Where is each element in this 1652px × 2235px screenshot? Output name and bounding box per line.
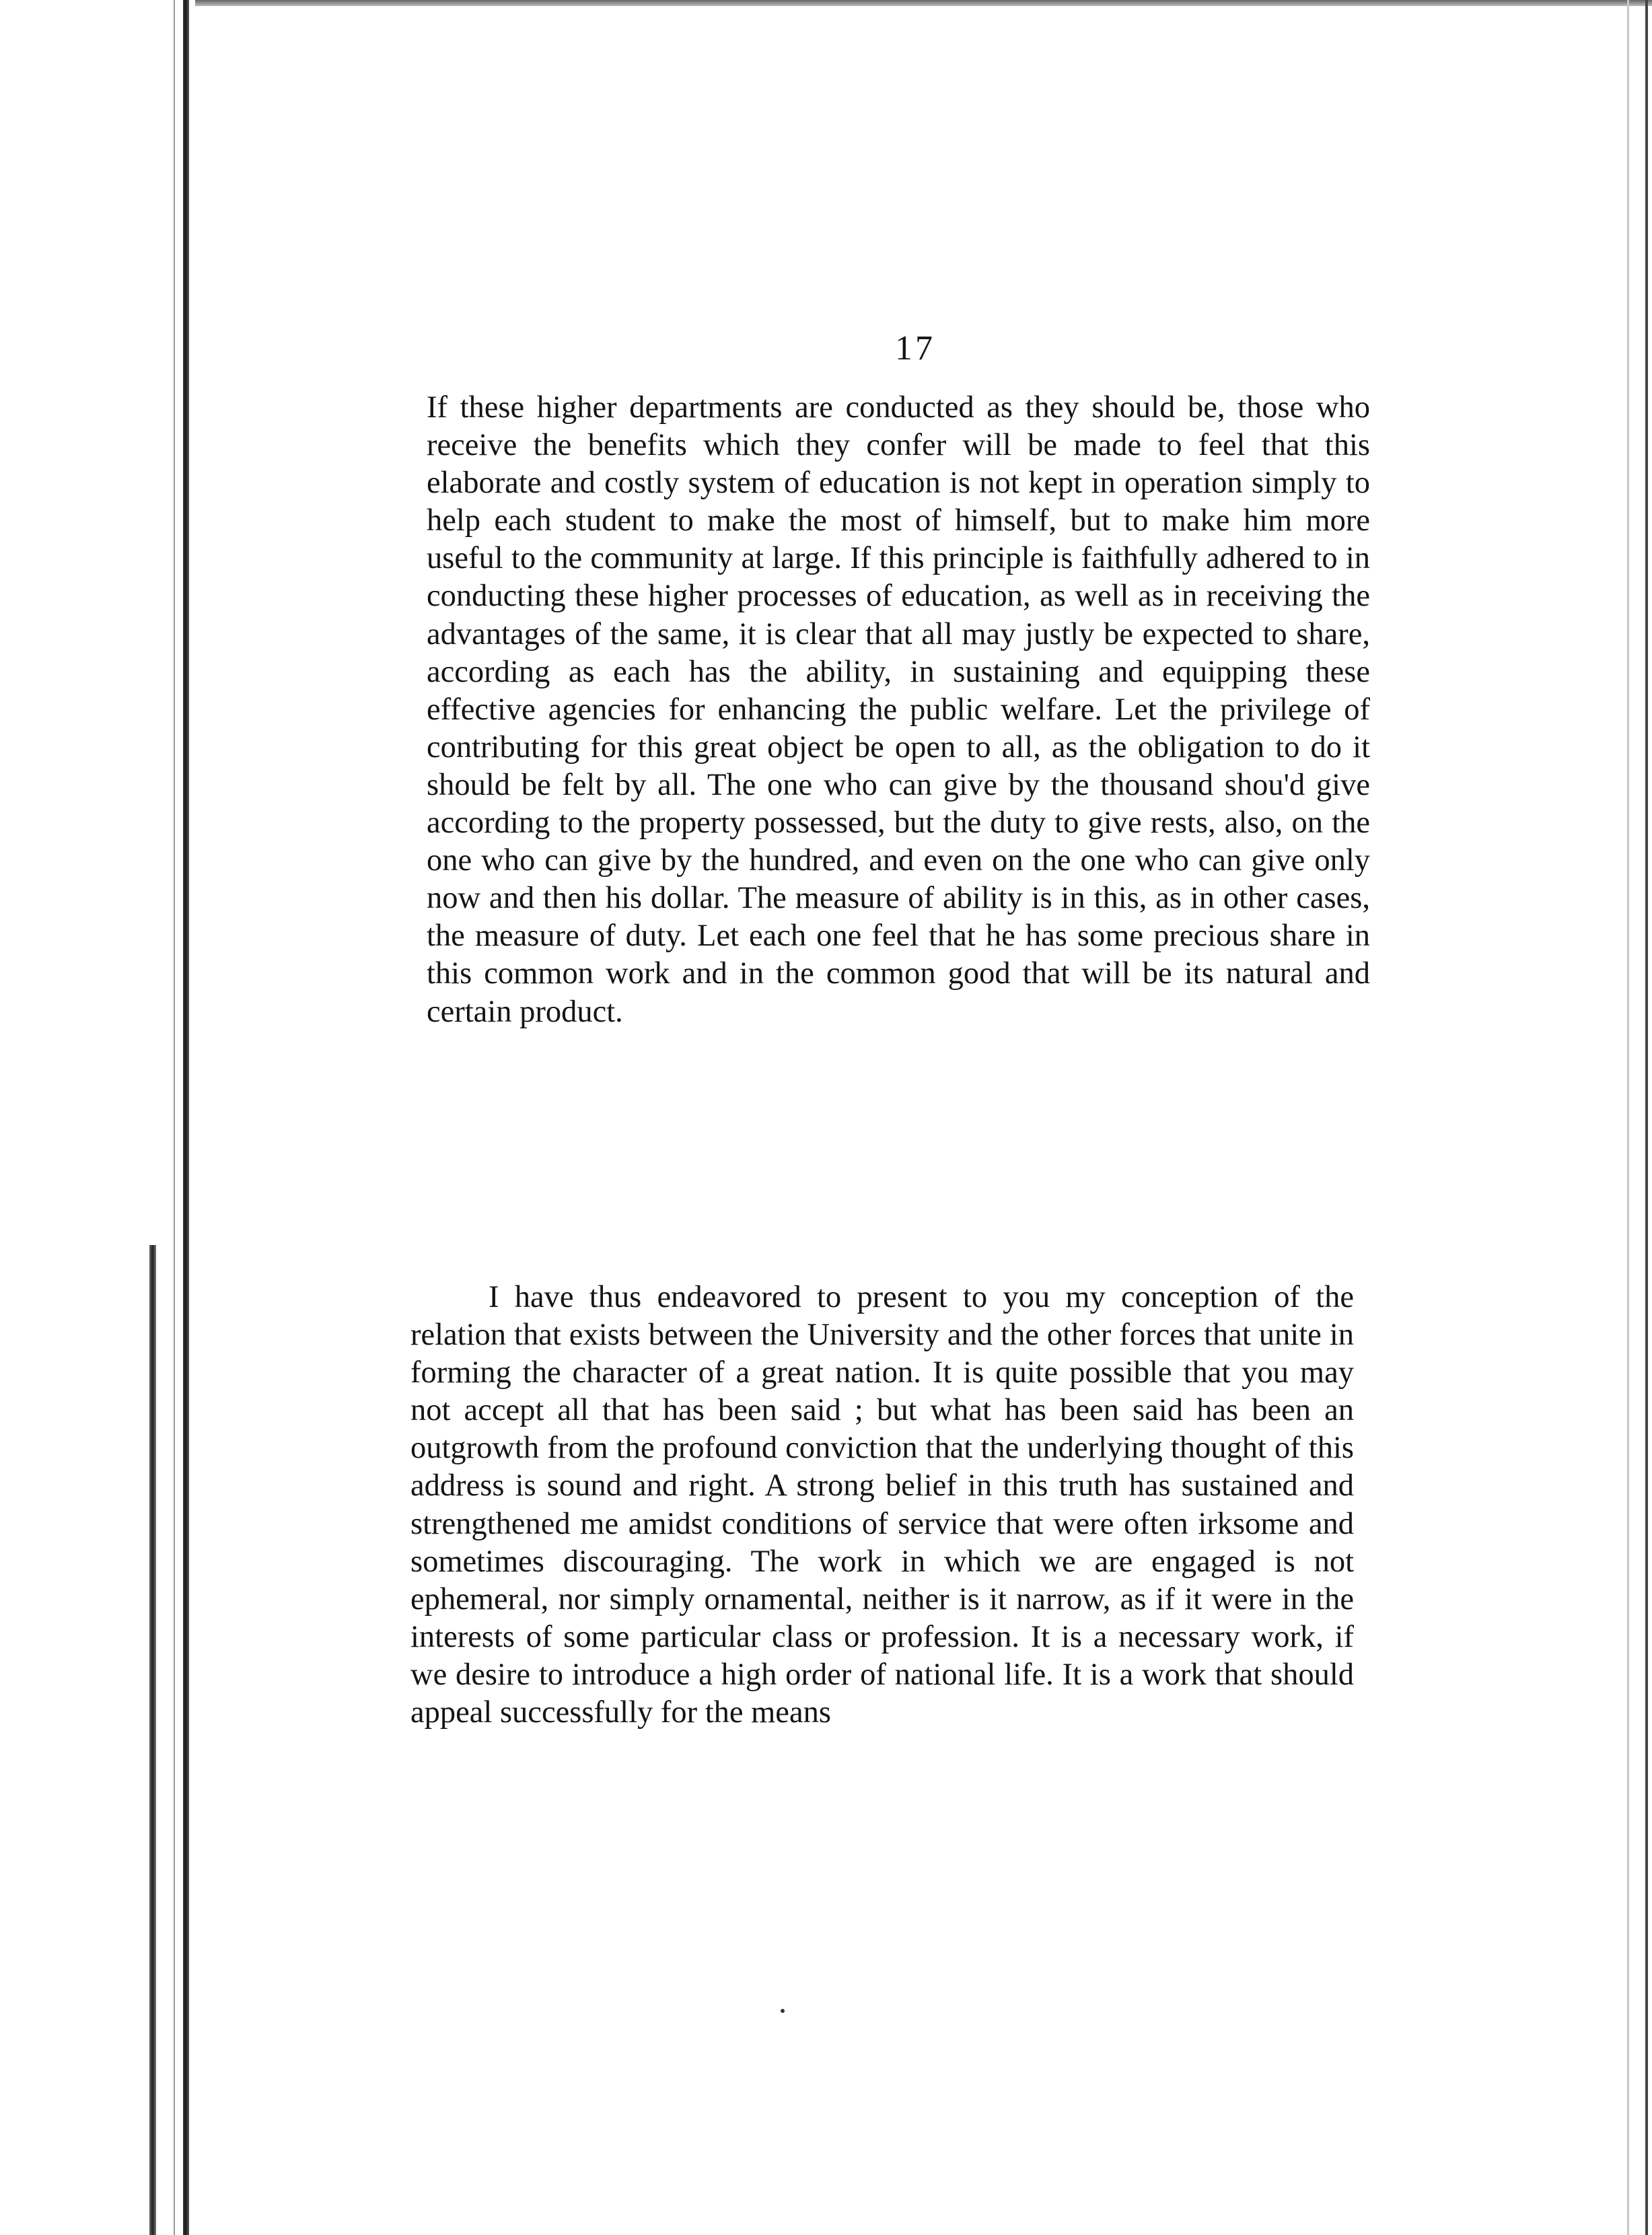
body-paragraph-1: If these higher departments are conducted as they should be, those who receive the benefits which they confer will be made to feel that this elaborate and costly system of education is not kept in operation simply to help each student to make the most of himself, but to make him more useful to the community at large. If this principle is faithfully adhered to in conducting these higher processes of education, as well as in receiving the advantages of the same, it is clear that all may justly be expected to share, according as each has the ability, in sustaining and equipping these effective agencies for enhancing the public welfare. Let the privilege of contributing for this great object be open to all, as the obligation to do it should be felt by all. The one who can give by the thousand shou'd give according to the property possessed, but the duty to give rests, also, on the one who can give by the hundred, and even on the one who can give only now and then his dollar. The measure of ability is in this, as in other cases, the measure of duty. Let each one feel that he has some precious share in this common work and in the common good that will be its natural and certain product. — [427, 390, 1370, 1029]
body-paragraph-2: I have thus endeavored to present to you my conception of the relation that exists between the University and the other forces that unite in forming the character of a great nation. It is quite possible that you may not accept all that has been said ; but what has been said has been an outgrowth from the profound conviction that the underlying thought of this address is sound and right. A strong belief in this truth has sustained and strengthened me amidst conditions of service that were often irksome and sometimes discouraging. The work in which we are engaged is not ephemeral, nor simply ornamental, neither is it narrow, as if it were in the interests of some particular class or profession. It is a necessary work, if we desire to introduce a high order of national life. It is a work that should appeal successfully for the means — [410, 1280, 1354, 1730]
page-number: 17 — [895, 329, 935, 367]
page-edge-left — [183, 0, 189, 2235]
ink-speck — [781, 2009, 785, 2013]
page-edge-right — [1645, 0, 1648, 2235]
page-edge-left-thin — [174, 0, 175, 2235]
page-edge-right-faint — [1627, 0, 1629, 2235]
page-edge-top — [195, 0, 1652, 6]
page-edge-left-lower — [149, 1245, 156, 2235]
